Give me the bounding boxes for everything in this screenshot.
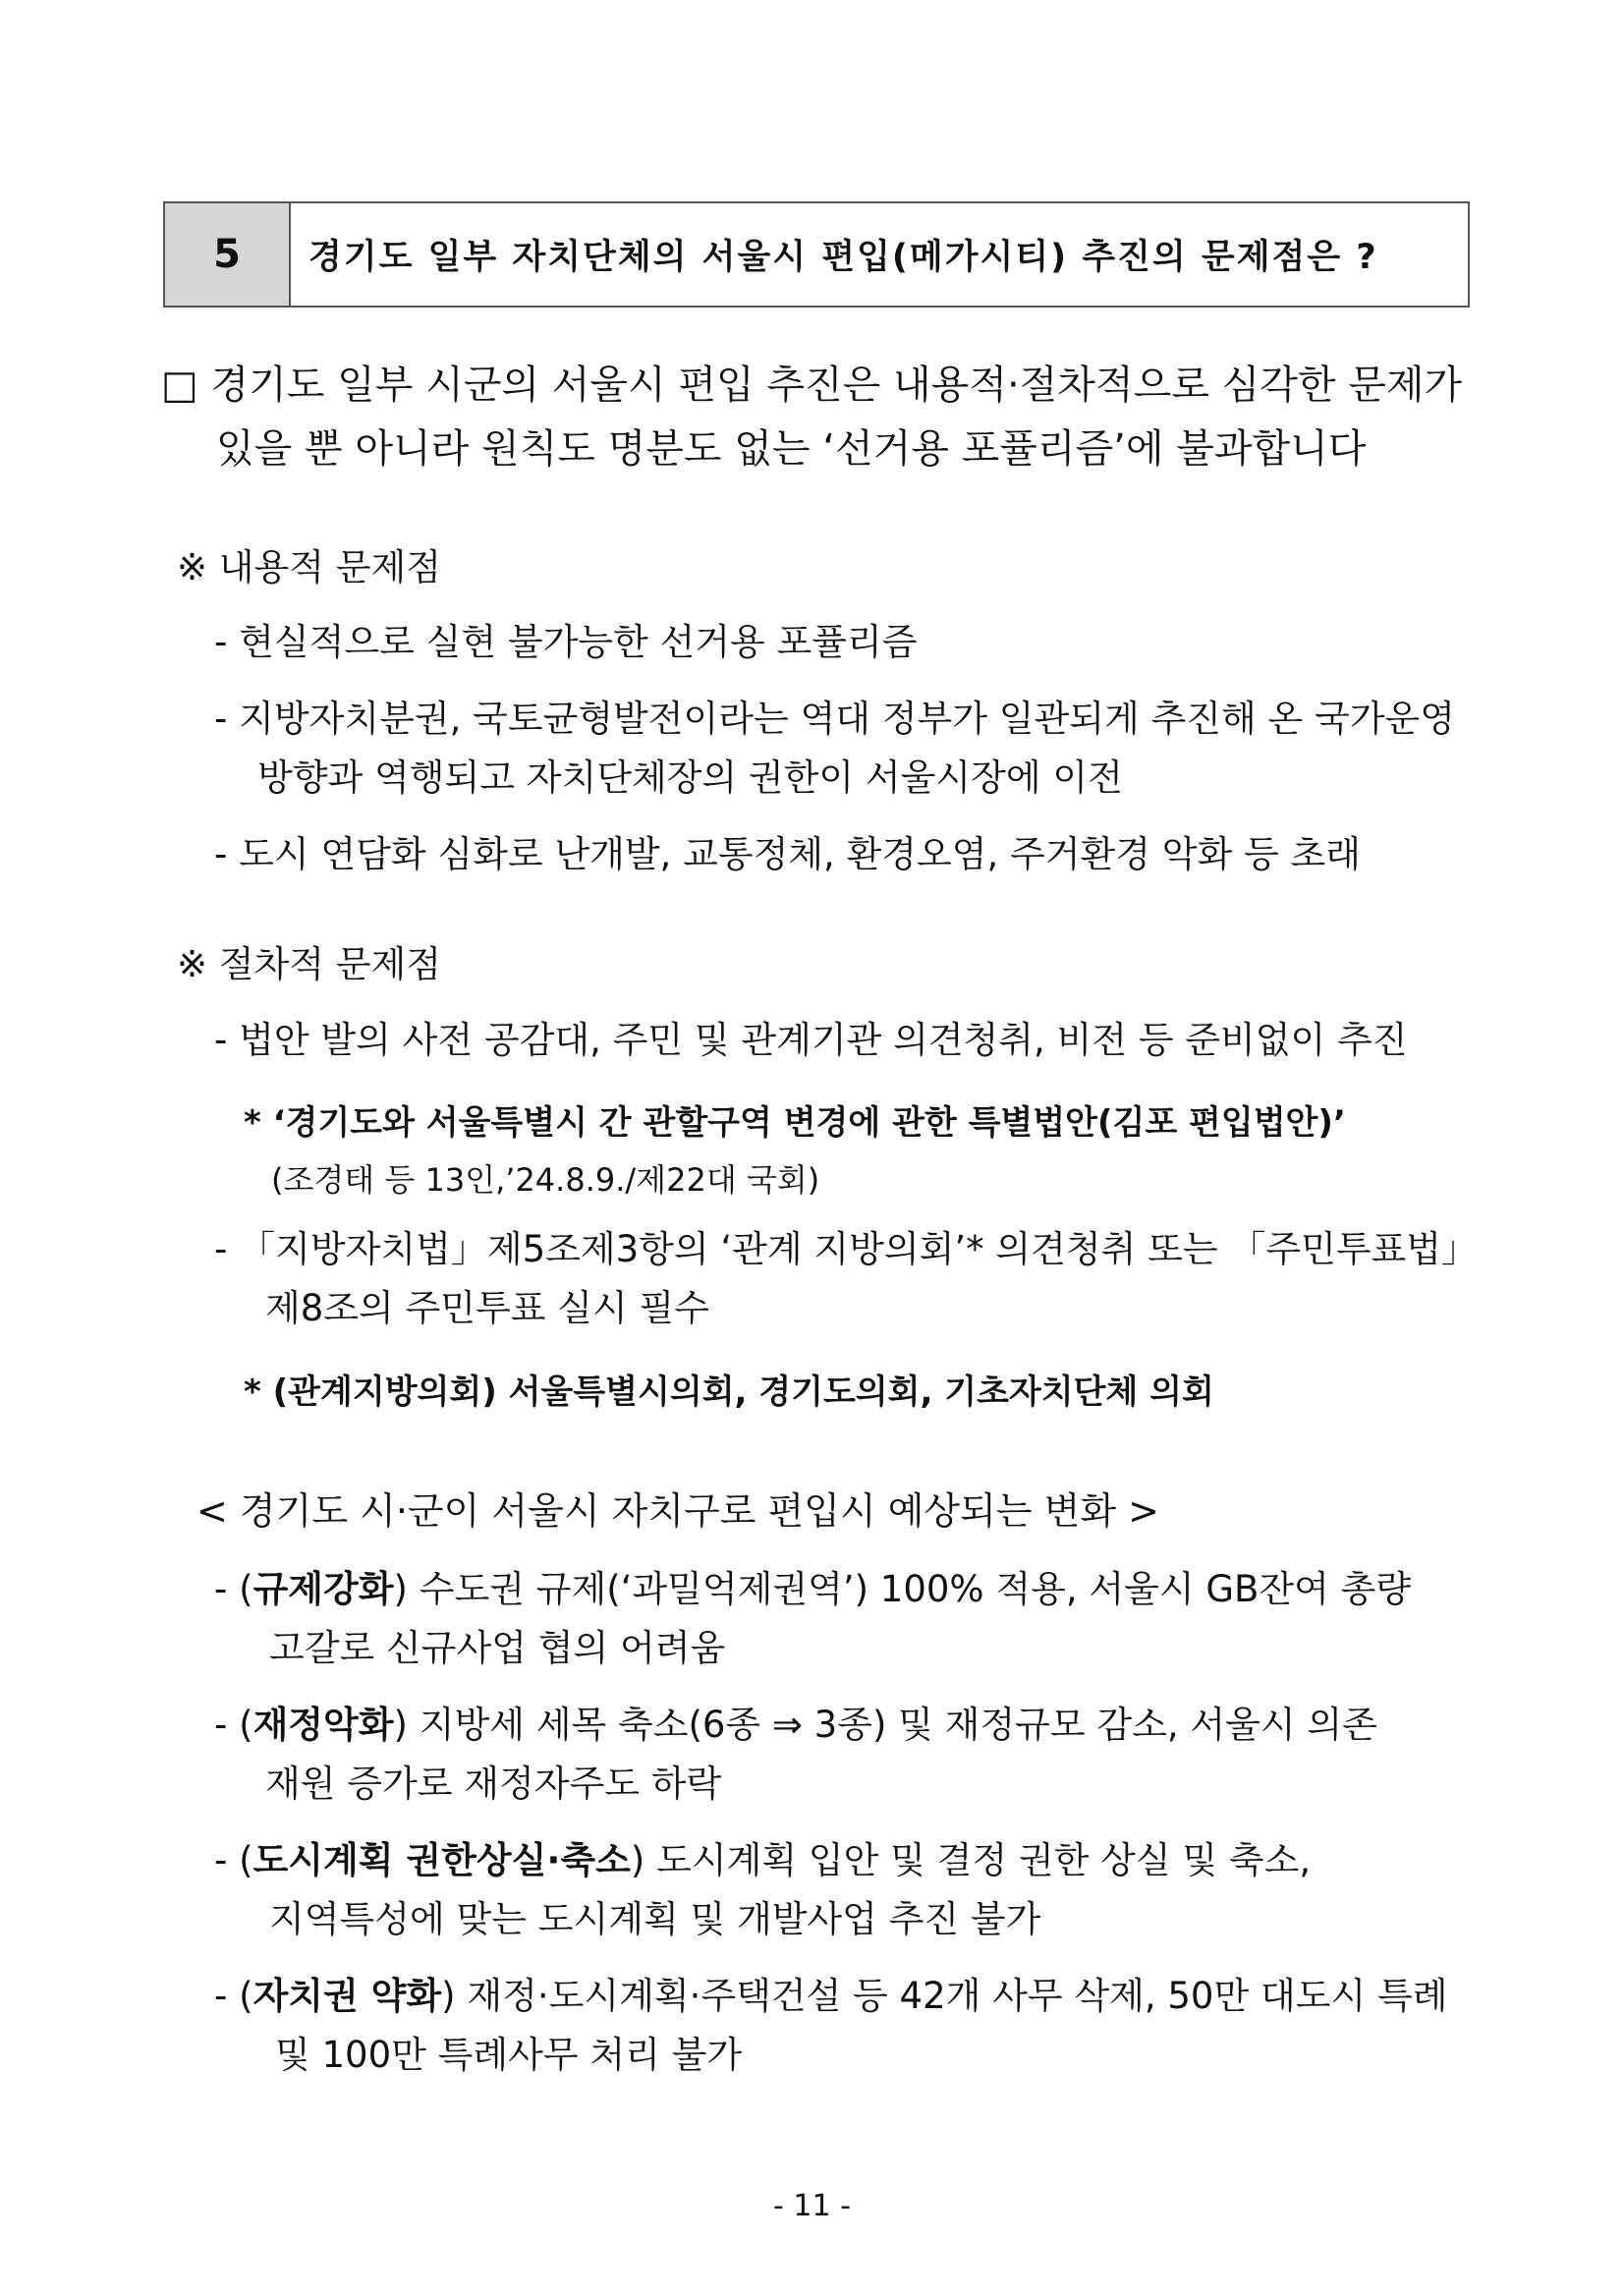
procedural-problem-item-1: - 법안 발의 사전 공감대, 주민 및 관계기관 의견청취, 비전 등 준비없이 추진 xyxy=(214,1019,1408,1061)
change-item-text: ) 지방세 세목 축소(6종 ⇒ 3종) 및 재정규모 감소, 서울시 의존 xyxy=(393,1704,1377,1746)
change-item-label: 규제강화 xyxy=(252,1568,394,1610)
change-item-label: 재정악화 xyxy=(252,1704,394,1746)
content-problem-item-2-line-2: 방향과 역행되고 자치단체장의 권한이 서울시장에 이전 xyxy=(257,756,1123,799)
content-problem-item-1: - 현실적으로 실현 불가능한 선거용 포퓰리즘 xyxy=(214,621,918,663)
content-problem-item-2-text: - 지방자치분권, 국토균형발전이라는 역대 정부가 일관되게 추진해 온 국가운영 xyxy=(214,698,1455,740)
intro-line-1: □ 경기도 일부 시군의 서울시 편입 추진은 내용적·절차적으로 심각한 문제가 xyxy=(161,363,1463,408)
page-number: - 11 - xyxy=(773,2189,851,2223)
change-item-2-line-2: 재원 증가로 재정자주도 하락 xyxy=(265,1763,722,1805)
change-item-text: ) 도시계획 입안 및 결정 권한 상실 및 축소, xyxy=(630,1839,1312,1881)
change-item-4-line-1 xyxy=(214,1975,1447,2018)
intro-line-2: 있을 뿐 아니라 원칙도 명분도 없는 ‘선거용 포퓰리즘’에 불과합니다 xyxy=(216,426,1367,472)
content-problems-heading: ※ 내용적 문제점 xyxy=(177,546,441,588)
changes-heading: < 경기도 시·군이 서울시 자치구로 편입시 예상되는 변화 > xyxy=(196,1489,1159,1533)
change-item-label: 자치권 약화 xyxy=(252,1975,442,2017)
section-number: 5 xyxy=(165,203,291,306)
change-item-prefix: - ( xyxy=(214,1975,253,2017)
section-title: 경기도 일부 자치단체의 서울시 편입(메가시티) 추진의 문제점은 ? xyxy=(308,238,1378,277)
procedural-note-1-line-1: * ‘경기도와 서울특별시 간 관할구역 변경에 관한 특별법안(김포 편입법안)’ xyxy=(244,1103,1346,1143)
procedural-problem-item-2-line-2: 제8조의 주민투표 실시 필수 xyxy=(265,1287,709,1329)
change-item-text: ) 수도권 규제(‘과밀억제권역’) 100% 적용, 서울시 GB잔여 총량 xyxy=(393,1568,1412,1610)
change-item-1-line-1 xyxy=(214,1568,1411,1611)
content-problem-item-2-line-1 xyxy=(214,698,1474,741)
procedural-note-2: * (관계지방의회) 서울특별시의회, 경기도의회, 기초자치단체 의회 xyxy=(244,1372,1214,1412)
change-item-prefix: - ( xyxy=(214,1704,253,1746)
procedural-note-1-line-2: (조경태 등 13인,’24.8.9./제22대 국회) xyxy=(271,1161,820,1199)
change-item-2-line-1 xyxy=(214,1704,1377,1747)
change-item-1-line-2: 고갈로 신규사업 협의 어려움 xyxy=(269,1627,726,1669)
change-item-prefix: - ( xyxy=(214,1839,253,1881)
procedural-problem-item-2-line-1: - 「지방자치법」제5조제3항의 ‘관계 지방의회’* 의견청취 또는 「주민투표법」 xyxy=(214,1228,1479,1270)
content-problem-item-3: - 도시 연담화 심화로 난개발, 교통정체, 환경오염, 주거환경 악화 등 초래 xyxy=(214,833,1362,875)
change-item-label: 도시계획 권한상실·축소 xyxy=(252,1839,631,1881)
change-item-3-line-2: 지역특성에 맞는 도시계획 및 개발사업 추진 불가 xyxy=(269,1898,1041,1940)
change-item-text: ) 재정·도시계획·주택건설 등 42개 사무 삭제, 50만 대도시 특례 xyxy=(441,1975,1448,2017)
change-item-3-line-1 xyxy=(214,1839,1311,1882)
change-item-prefix: - ( xyxy=(214,1568,253,1610)
procedural-problems-heading: ※ 절차적 문제점 xyxy=(177,943,441,985)
change-item-4-line-2: 및 100만 특례사무 처리 불가 xyxy=(275,2034,743,2076)
section-header xyxy=(163,201,1470,308)
